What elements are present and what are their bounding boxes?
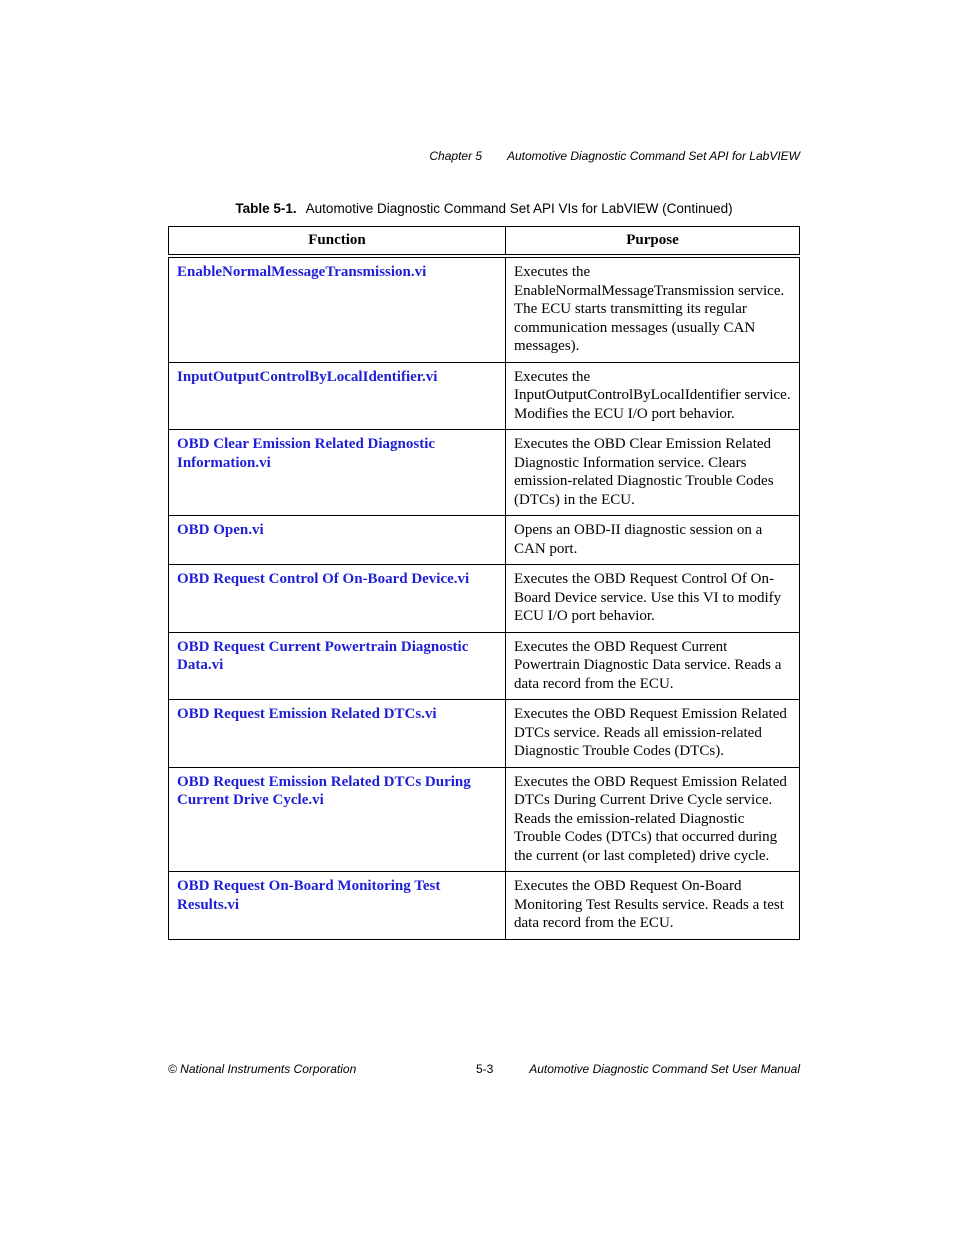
page-footer	[168, 1062, 800, 1078]
table-header-row	[169, 227, 800, 257]
table-row	[169, 700, 800, 768]
purpose-cell: Executes the EnableNormalMessageTransmission service. The ECU starts transmitting its regular communication messages (usually CAN messages).	[506, 256, 800, 362]
function-link[interactable]: OBD Clear Emission Related Diagnostic Information.vi	[177, 436, 436, 471]
purpose-cell: Opens an OBD-II diagnostic session on a CAN port.	[506, 516, 800, 565]
purpose-cell: Executes the OBD Clear Emission Related Diagnostic Information service. Clears emission-related Diagnostic Trouble Codes (DTCs) in the ECU.	[506, 430, 800, 516]
table-caption-text: Automotive Diagnostic Command Set API VIs for LabVIEW (Continued)	[305, 201, 733, 216]
purpose-cell: Executes the OBD Request Emission Related DTCs service. Reads all emission-related Diagnostic Trouble Codes (DTCs).	[506, 700, 800, 768]
function-link[interactable]: OBD Request Current Powertrain Diagnostic Data.vi	[177, 638, 469, 673]
function-link[interactable]: EnableNormalMessageTransmission.vi	[177, 264, 427, 280]
chapter-title: Automotive Diagnostic Command Set API for LabVIEW	[506, 149, 800, 163]
function-link[interactable]: OBD Request On-Board Monitoring Test Results.vi	[177, 878, 441, 913]
footer-manual-title: Automotive Diagnostic Command Set User Manual	[529, 1062, 800, 1076]
table-caption	[168, 201, 800, 216]
purpose-cell: Executes the OBD Request Control Of On-Board Device service. Use this VI to modify ECU I/O port behavior.	[506, 565, 800, 633]
function-link[interactable]: InputOutputControlByLocalIdentifier.vi	[177, 368, 438, 385]
table-row	[169, 516, 800, 565]
table-row	[169, 362, 800, 430]
table-row	[169, 256, 800, 362]
chapter-label: Chapter 5	[429, 149, 483, 163]
footer-copyright: © National Instruments Corporation	[168, 1062, 357, 1076]
function-link[interactable]: OBD Request Control Of On-Board Device.vi	[177, 571, 470, 587]
column-header-purpose: Purpose	[506, 227, 800, 257]
purpose-cell: Executes the OBD Request Emission Related DTCs During Current Drive Cycle service. Reads the emission-related Diagnostic Trouble Codes (DTCs) that occurred during the current (or last completed) drive cycle.	[506, 767, 800, 872]
purpose-cell: Executes the InputOutputControlByLocalIdentifier service. Modifies the ECU I/O port behavior.	[506, 362, 800, 430]
table-row	[169, 430, 800, 516]
function-link[interactable]: OBD Request Emission Related DTCs.vi	[177, 706, 437, 722]
table-caption-label: Table 5-1.	[235, 201, 297, 216]
running-header	[429, 149, 800, 163]
function-link[interactable]: OBD Request Emission Related DTCs During Current Drive Cycle.vi	[177, 773, 471, 808]
table-row	[169, 872, 800, 940]
purpose-cell: Executes the OBD Request On-Board Monitoring Test Results service. Reads a test data record from the ECU.	[506, 872, 800, 940]
vi-table	[168, 226, 800, 940]
column-header-function: Function	[169, 227, 506, 257]
page-number: 5-3	[476, 1062, 494, 1076]
function-link[interactable]: OBD Open.vi	[177, 522, 264, 538]
table-row	[169, 565, 800, 633]
table-row	[169, 767, 800, 872]
purpose-cell: Executes the OBD Request Current Powertrain Diagnostic Data service. Reads a data record from the ECU.	[506, 632, 800, 700]
table-row	[169, 632, 800, 700]
